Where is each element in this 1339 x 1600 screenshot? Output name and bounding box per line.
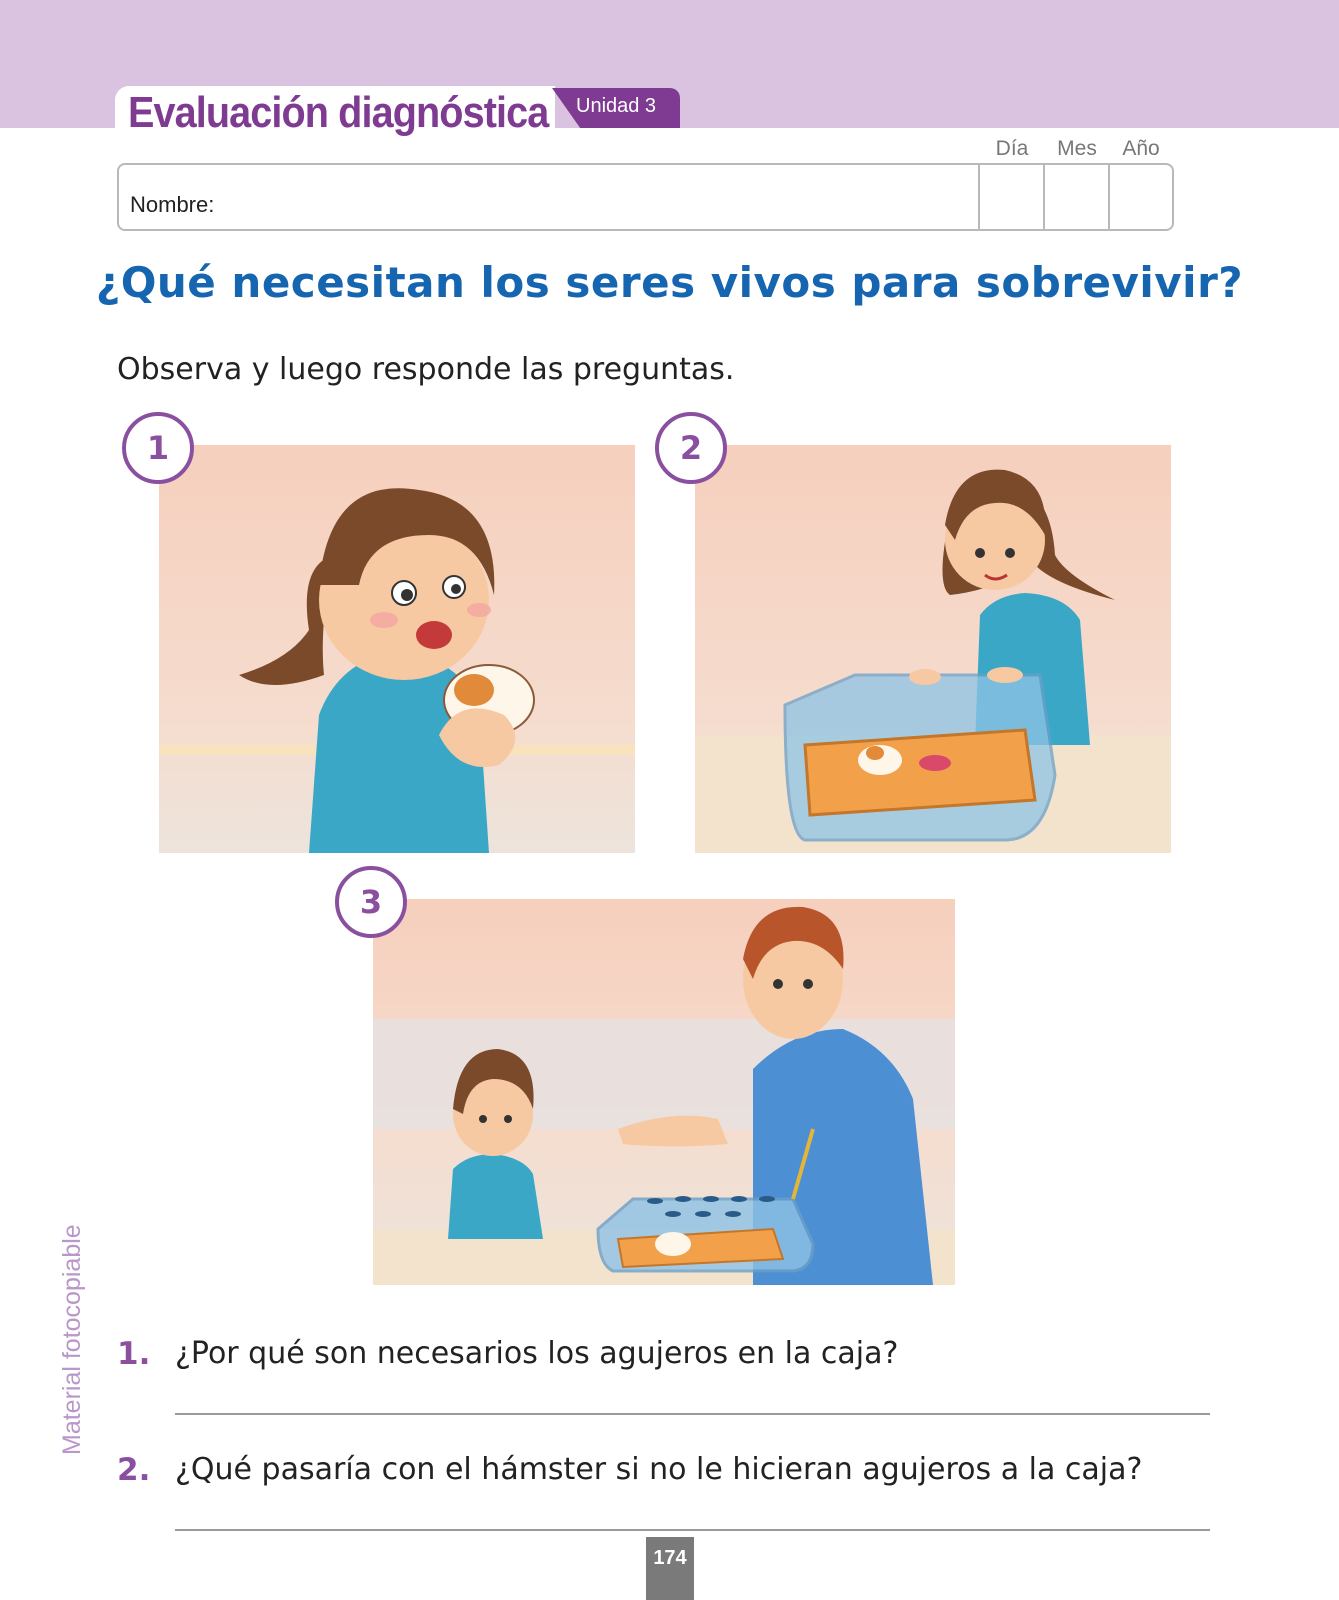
name-field[interactable]: [117, 163, 1174, 231]
question-1-number: 1.: [117, 1336, 151, 1372]
month-box[interactable]: [1043, 165, 1045, 229]
year-label: Año: [1122, 137, 1160, 160]
question-2-text: ¿Qué pasaría con el hámster si no le hicieran agujeros a la caja?: [175, 1452, 1143, 1487]
question-2-number: 2.: [117, 1452, 151, 1488]
instruction-text: Observa y luego responde las preguntas.: [117, 352, 735, 387]
illustration-father-and-girl-with-box: [373, 899, 955, 1285]
girl-box-image: [695, 445, 1171, 853]
panel-3-number: 3: [335, 866, 407, 938]
answer-line-2[interactable]: [175, 1529, 1210, 1531]
unit-label: Unidad 3: [576, 95, 657, 117]
page-number: 174: [653, 1547, 687, 1569]
year-box[interactable]: [1108, 165, 1110, 229]
illustration-girl-holding-hamster: [159, 445, 635, 853]
panel-1-number: 1: [122, 412, 194, 484]
day-label: Día: [995, 137, 1029, 160]
main-heading: ¿Qué necesitan los seres vivos para sobrevivir?: [95, 258, 1244, 307]
question-1-text: ¿Por qué son necesarios los agujeros en la caja?: [175, 1336, 899, 1371]
sidebar-copyright-note: Material fotocopiable: [58, 1224, 86, 1455]
girl-hamster-image: [159, 445, 635, 853]
day-box[interactable]: [978, 165, 980, 229]
name-label: Nombre:: [130, 192, 215, 217]
answer-line-1[interactable]: [175, 1413, 1210, 1415]
page-title: Evaluación diagnóstica: [128, 88, 549, 137]
illustration-girl-with-hamster-box: [695, 445, 1171, 853]
father-girl-box-image: [373, 899, 955, 1285]
panel-2-number: 2: [655, 412, 727, 484]
month-label: Mes: [1057, 137, 1097, 160]
